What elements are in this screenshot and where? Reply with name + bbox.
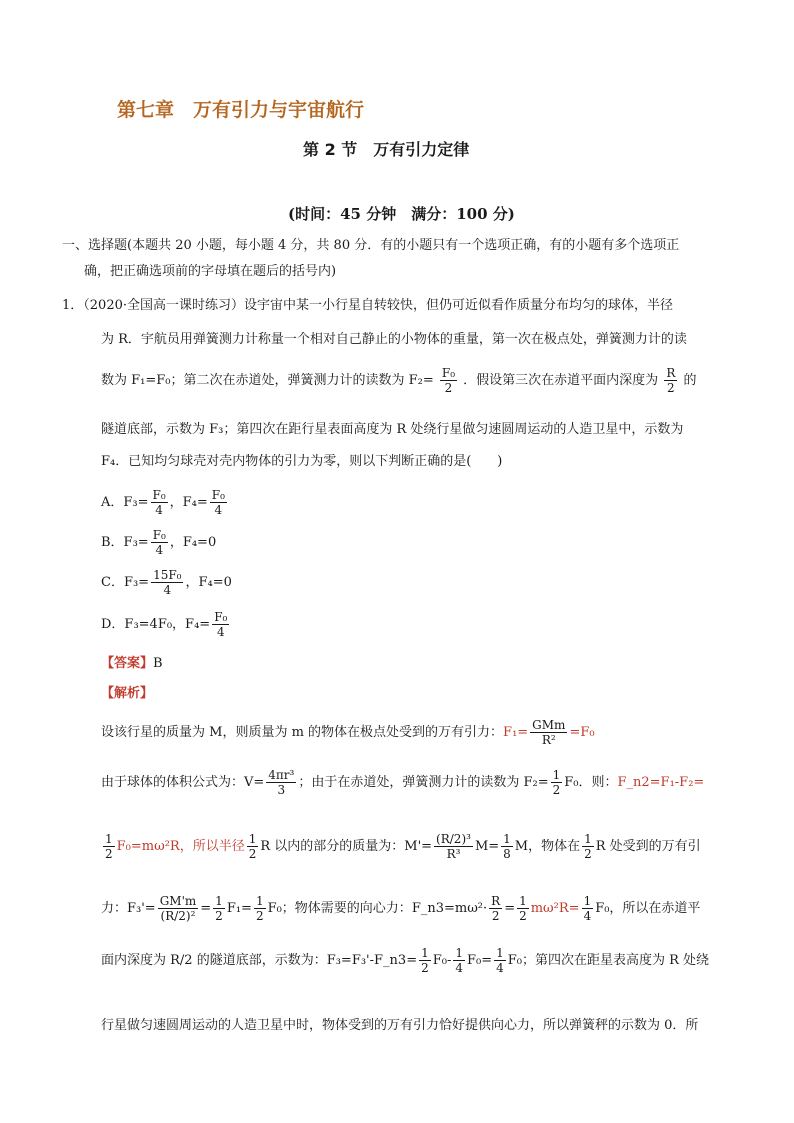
time-info: (时间：45 分钟 满分：100 分) <box>288 205 515 223</box>
question-line-2: 为 R．宇航员用弹簧测力计称量一个相对自己静止的小物体的重量，第一次在极点处，弹簧测力计的读 <box>101 332 687 347</box>
analysis-line-5: 面内深度为 R/2 的隧道底部，示数为：F₃=F₃'-F_n3= $\frac{1}{2}$ F₀- $\frac{1}{4}$ F₀= $\frac{1}{4}$ F₀；第四次在距星表高度为 R 处绕 <box>101 946 710 975</box>
option-d: D．F₃=4F₀，F₄= $\frac{\text{F₀}}{4}$ <box>101 610 228 639</box>
question-text: ．假设第三次在赤道平面内深度为 <box>463 373 659 388</box>
option-c: C．F₃= $\frac{\text{15F₀}}{4}$ ，F₄=0 <box>101 568 232 597</box>
analysis-line-6: 行星做匀速圆周运动的人造卫星中时，物体受到的万有引力恰好提供向心力，所以弹簧秤的示数为 0．所 <box>101 1018 699 1033</box>
question-line-1: 1．（2020·全国高一课时练习）设宇宙中某一小行星自转较快，但仍可近似看作质量分布均匀的球体，半径 <box>62 298 673 313</box>
question-line-4: 隧道底部，示数为 F₃；第四次在距行星表面高度为 R 处绕行星做匀速圆周运动的人造卫星中，示数为 <box>101 422 684 437</box>
answer-line: 【答案】B <box>101 656 163 671</box>
option-a: A．F₃= $\frac{\text{F₀}}{4}$ ，F₄= $\frac{\text{F₀}}{4}$ <box>101 488 225 517</box>
fraction: $\frac{\text{F₀}}{2}$ <box>441 366 456 395</box>
instructions-line-1: 一、选择题(本题共 20 小题，每小题 4 分，共 80 分．有的小题只有一个选项正确，有的小题有多个选项正 <box>62 238 680 253</box>
analysis-line-4: 力：F₃'= $\frac{GM'm}{\text{(R/2)²}}$ = $\frac{1}{2}$ F₁= $\frac{1}{2}$ F₀；物体需要的向心力：F_n3=mω²· $\frac{R}{2}$ = $\frac{1}{2}$ mω²R= $\frac{1}{4}$ F₀，所以在赤道平 <box>101 894 701 923</box>
section-title: 第 2 节 万有引力定律 <box>303 140 470 159</box>
chapter-title: 第七章 万有引力与宇宙航行 <box>117 99 365 121</box>
analysis-line-1: 设该行星的质量为 M，则质量为 m 的物体在极点处受到的万有引力：F₁= $\frac{\text{GMm}}{\text{R²}}$ =F₀ <box>101 718 595 747</box>
question-line-3 <box>101 366 697 395</box>
question-text: 数为 F₁=F₀；第二次在赤道处，弹簧测力计的读数为 F₂= <box>101 373 434 388</box>
instructions-line-2: 确，把正确选项前的字母填在题后的括号内) <box>84 264 337 279</box>
analysis-line-2: 由于球体的体积公式为：V= $\frac{\text{4πr³}}{3}$ ；由于在赤道处，弹簧测力计的读数为 F₂= $\frac{1}{2}$ F₀．则：F_n2=F₁-F₂= <box>101 768 705 797</box>
question-text: 的 <box>683 373 697 388</box>
analysis-line-3: $\frac{1}{2}$ F₀=mω²R，所以半径 $\frac{1}{2}$ R 以内的部分的质量为：M'= $\frac{\text{(R/2)³}}{\text{R³}}$ M= $\frac{1}{8}$ M，物体在 $\frac{1}{2}$ R 处受到的万有引 <box>105 832 701 861</box>
option-b: B．F₃= $\frac{\text{F₀}}{4}$ ，F₄=0 <box>101 528 217 557</box>
question-line-5: F₄．已知均匀球壳对壳内物体的引力为零，则以下判断正确的是( ) <box>101 454 503 469</box>
fraction: $\frac{R}{2}$ <box>666 366 676 395</box>
analysis-label: 【解析】 <box>101 686 154 701</box>
